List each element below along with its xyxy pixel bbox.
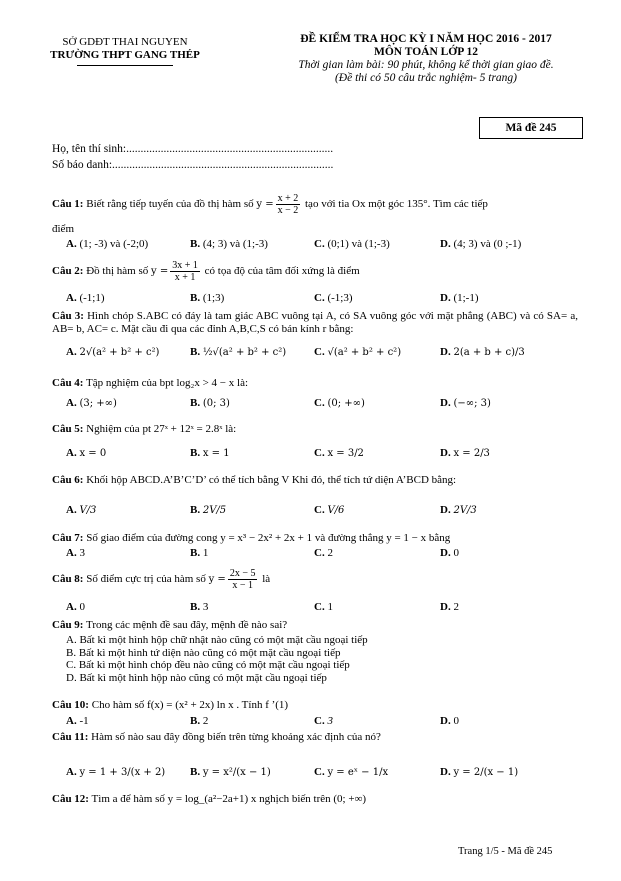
option-b[interactable]: B. y = x²/(x − 1) [190,766,271,778]
option-c[interactable]: C. Bất kì một hình chóp đều nào cũng có một mặt cầu ngoại tiếp [66,659,350,671]
fraction: $\frac{x + 2}{x - 2}$ [277,193,299,216]
option-c[interactable]: C. 2 [314,547,333,559]
option-b[interactable]: B. Bất kì một hình tứ diện nào cũng có một mặt cầu ngoại tiếp [66,646,341,659]
exam-title: ĐỀ KIỂM TRA HỌC KỲ I NĂM HỌC 2016 - 2017 [300,33,552,45]
option-d[interactable]: D. y = 2/(x − 1) [440,766,519,778]
question-11: Câu 11: Hàm số nào sau đây đồng biến trên từng khoảng xác định của nó? [52,731,381,743]
question-12: Câu 12: Tìm a để hàm số y = log_(a²−2a+1) x nghịch biến trên (0; +∞) [52,793,367,805]
question-11-options [52,766,578,788]
option-b[interactable]: B. 3 [190,601,209,613]
header-right [236,33,616,85]
option-b[interactable]: B. (1;3) [190,292,225,304]
question-6-options [52,504,578,526]
option-b[interactable]: B. (4; 3) và (1;-3) [190,238,268,250]
option-c[interactable]: C. (-1;3) [314,292,353,304]
option-b[interactable]: B. 1 [190,547,209,559]
option-d[interactable]: D. 2 [440,601,459,613]
option-a[interactable]: A. V/3 [66,504,97,516]
option-c[interactable]: C. V/6 [314,504,345,516]
option-a[interactable]: A. 0 [66,601,85,613]
option-b[interactable]: B. 2 [190,715,209,727]
option-a[interactable]: A. (-1;1) [66,292,105,304]
question-9: Câu 9: Trong các mệnh đề sau đây, mệnh đề nào sai? [52,619,288,631]
option-a[interactable]: A. 2√(a² + b² + c²) [66,346,160,358]
option-a[interactable]: A. x = 0 [66,447,107,459]
question-1-options [52,238,578,260]
exam-code-box: Mã đề 245 [479,117,583,139]
school-name: TRƯỜNG THPT GANG THÉP [50,49,200,61]
header-left [30,36,220,66]
fraction: $\frac{2x - 5}{x - 1}$ [229,568,256,591]
candidate-name-field: Họ, tên thí sinh:........................................................................ [52,143,334,155]
question-7: Câu 7: Số giao điểm của đường cong y = x³ − 2x² + 2x + 1 và đường thẳng y = 1 − x bằng [52,532,451,544]
option-c[interactable]: C. 1 [314,601,333,613]
question-3: Câu 3: Hình chóp S.ABC có đáy là tam giác ABC vuông tại A, có SA vuông góc với mặt phẳng (ABC) và có SA= a, AB= b, AC= c. Mặt cầu đi qua các đỉnh A,B,C,S có bán kính r bằng: [52,310,578,335]
option-d[interactable]: D. x = 2/3 [440,447,490,459]
option-c[interactable]: C. (0;1) và (1;-3) [314,238,390,250]
question-5: Câu 5: Nghiệm của pt 27ˣ + 12ˣ = 2.8ˣ là: [52,423,237,435]
option-d[interactable]: D. 2V/3 [440,504,477,516]
question-10: Câu 10: Cho hàm số f(x) = (x² + 2x) ln x . Tính f ’(1) [52,699,289,711]
option-a[interactable]: A. -1 [66,715,89,727]
option-d[interactable]: D. (4; 3) và (0 ;-1) [440,238,522,250]
option-d[interactable]: D. 0 [440,715,459,727]
question-7-options [52,547,578,569]
candidate-id-field: Số báo danh:............................................................................. [52,159,334,171]
question-1: Câu 1: Biết rằng tiếp tuyến của đồ thị hàm số y = $\frac{x + 2}{x - 2}$ tạo với tia Ox một góc 135°. Tìm các tiếp [52,193,488,216]
exam-note: (Đề thi có 50 câu trắc nghiệm- 5 trang) [334,72,518,84]
option-a[interactable]: A. (3; +∞) [66,397,117,409]
option-c[interactable]: C. x = 3/2 [314,447,364,459]
question-2: Câu 2: Đồ thị hàm số y = $\frac{3x + 1}{x + 1}$ có tọa độ của tâm đối xứng là điểm [52,260,360,283]
exam-time: Thời gian làm bài: 90 phút, không kể thời gian giao đề. [298,59,554,71]
exam-subject: MÔN TOÁN LỚP 12 [373,46,479,58]
question-6: Câu 6: Khối hộp ABCD.A’B’C’D’ có thể tích bằng V Khi đó, thể tích tứ diện A’BCD bằng: [52,474,457,486]
option-c[interactable]: C. (0; +∞) [314,397,365,409]
option-a[interactable]: A. Bất kì một hình hộp chữ nhật nào cũng có một mặt cầu ngoại tiếp [66,634,368,646]
department-name: SỞ GDĐT THAI NGUYEN [62,36,188,48]
option-d[interactable]: D. (−∞; 3) [440,397,491,409]
option-d[interactable]: D. 2(a + b + c)/3 [440,346,525,358]
option-b[interactable]: B. 2V/5 [190,504,227,516]
option-b[interactable]: B. x = 1 [190,447,230,459]
question-3-options [52,346,578,368]
option-d[interactable]: D. Bất kì một hình hộp nào cũng có một mặt cầu ngoại tiếp [66,671,327,684]
option-a[interactable]: A. (1; -3) và (-2;0) [66,238,149,250]
question-1-continuation: điểm [52,223,74,235]
page-footer: Trang 1/5 - Mã đề 245 [458,846,553,857]
question-4: Câu 4: Tập nghiệm của bpt log₂x > 4 − x là: [52,377,249,389]
option-a[interactable]: A. 3 [66,547,85,559]
question-9-options [66,634,368,684]
question-8: Câu 8: Số điểm cực trị của hàm số y = $\frac{2x - 5}{x - 1}$ là [52,568,271,591]
option-d[interactable]: D. (1;-1) [440,292,479,304]
school-underline [77,65,173,66]
option-b[interactable]: B. (0; 3) [190,397,230,409]
option-c[interactable]: C. y = eˣ − 1/x [314,766,389,778]
option-c[interactable]: C. √(a² + b² + c²) [314,346,402,358]
question-5-options [52,447,578,469]
question-4-options [52,397,578,419]
option-a[interactable]: A. y = 1 + 3/(x + 2) [66,766,166,778]
option-d[interactable]: D. 0 [440,547,459,559]
fraction: $\frac{3x + 1}{x + 1}$ [172,260,198,283]
option-c[interactable]: C. 3 [314,715,333,727]
option-b[interactable]: B. ½√(a² + b² + c²) [190,346,287,358]
